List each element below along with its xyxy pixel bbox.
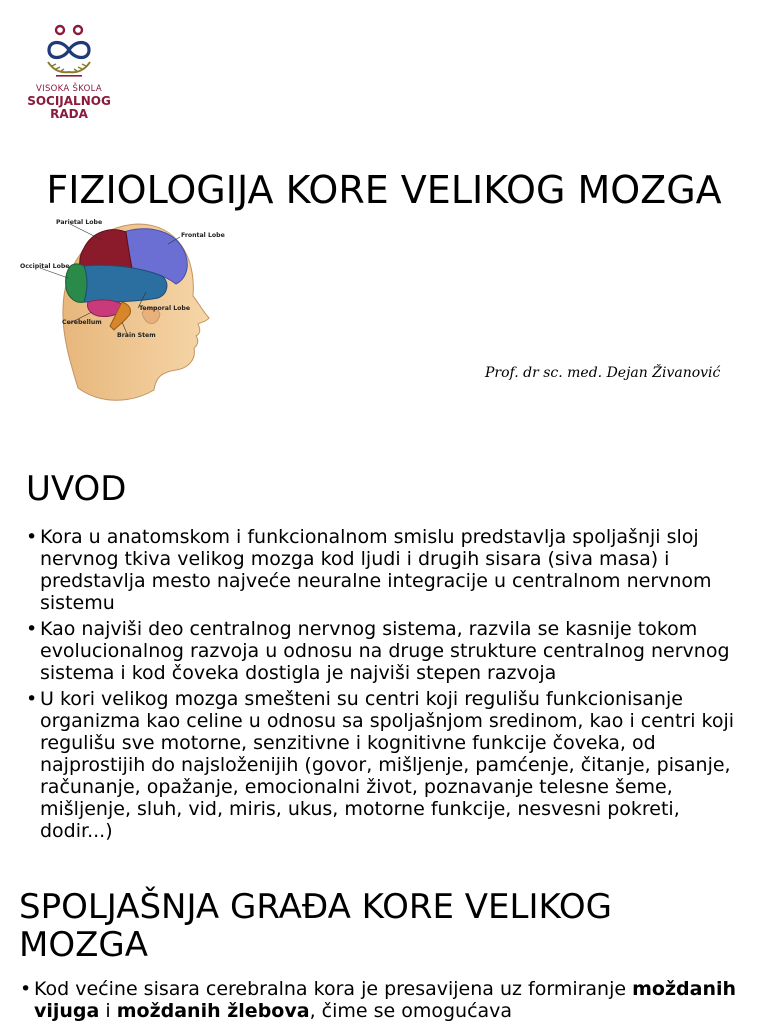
- label-brain-stem: Brain Stem: [117, 332, 156, 339]
- bullet-text: Kod većine sisara cerebralna kora je presavijena uz formiranje: [34, 978, 627, 1000]
- list-item: • Kora u anatomskom i funkcionalnom smislu predstavlja spoljašnji sloj nervnog tkiva velikog mozga kod ljudi i drugih sisara (siva masa) i predstavlja mesto najveće neuralne integracije u centralnom nervnom sistemu: [26, 526, 756, 614]
- label-frontal-lobe: Frontal Lobe: [181, 232, 225, 239]
- section-heading-gradja: SPOLJAŠNJA GRAĐA KORE VELIKOG MOZGA: [19, 887, 613, 965]
- section-heading-uvod: UVOD: [26, 469, 127, 509]
- infinity-emblem-icon: [38, 22, 100, 82]
- list-item: • U kori velikog mozga smešteni su centri koji regulišu funkcionisanje organizma kao celine u odnosu sa spoljašnjom sredinom, kao i centri koji regulišu sve motorne, senzitivne i kognitivne funkcije čoveka, od najprostijih do najsloženijih (govor, mišljenje, pamćenje, čitanje, pisanje, računanje, opažanje, emocionalni život, poznavanje telesne šeme, mišljenje, sluh, vid, miris, ukus, motorne funkcije, nesvesni pokreti, dodir...): [26, 688, 756, 842]
- page-title: FIZIOLOGIJA KORE VELIKOG MOZGA: [46, 168, 722, 212]
- logo-line-3: RADA: [50, 107, 88, 121]
- bold-term: moždanih vijuga: [34, 978, 737, 1022]
- author-name: Prof. dr sc. med. Dejan Živanović: [485, 365, 721, 381]
- logo-line-1: VISOKA ŠKOLA: [36, 84, 102, 94]
- bullet-list-gradja: [20, 978, 760, 1022]
- brain-lobes-illustration: [18, 218, 228, 408]
- logo-line-2: SOCIJALNOG: [27, 94, 111, 108]
- bullet-text: i: [99, 1000, 117, 1022]
- parietal-lobe: [80, 230, 132, 268]
- bullet-list-uvod: [26, 526, 756, 846]
- school-logo: [24, 22, 114, 122]
- label-temporal-lobe: Temporal Lobe: [139, 305, 191, 312]
- bullet-text: , čime se omogućava: [309, 1000, 513, 1022]
- label-parietal-lobe: Parietal Lobe: [56, 219, 103, 226]
- list-item: [20, 978, 760, 1022]
- label-cerebellum: Cerebellum: [62, 319, 102, 326]
- list-item: • Kao najviši deo centralnog nervnog sistema, razvila se kasnije tokom evolucionalnog razvoja u odnosu na druge strukture centralnog nervnog sistema i kod čoveka dostigla je najviši stepen razvoja: [26, 618, 756, 684]
- label-occipital-lobe: Occipital Lobe: [20, 263, 70, 270]
- bold-term: moždanih žlebova: [116, 1000, 310, 1022]
